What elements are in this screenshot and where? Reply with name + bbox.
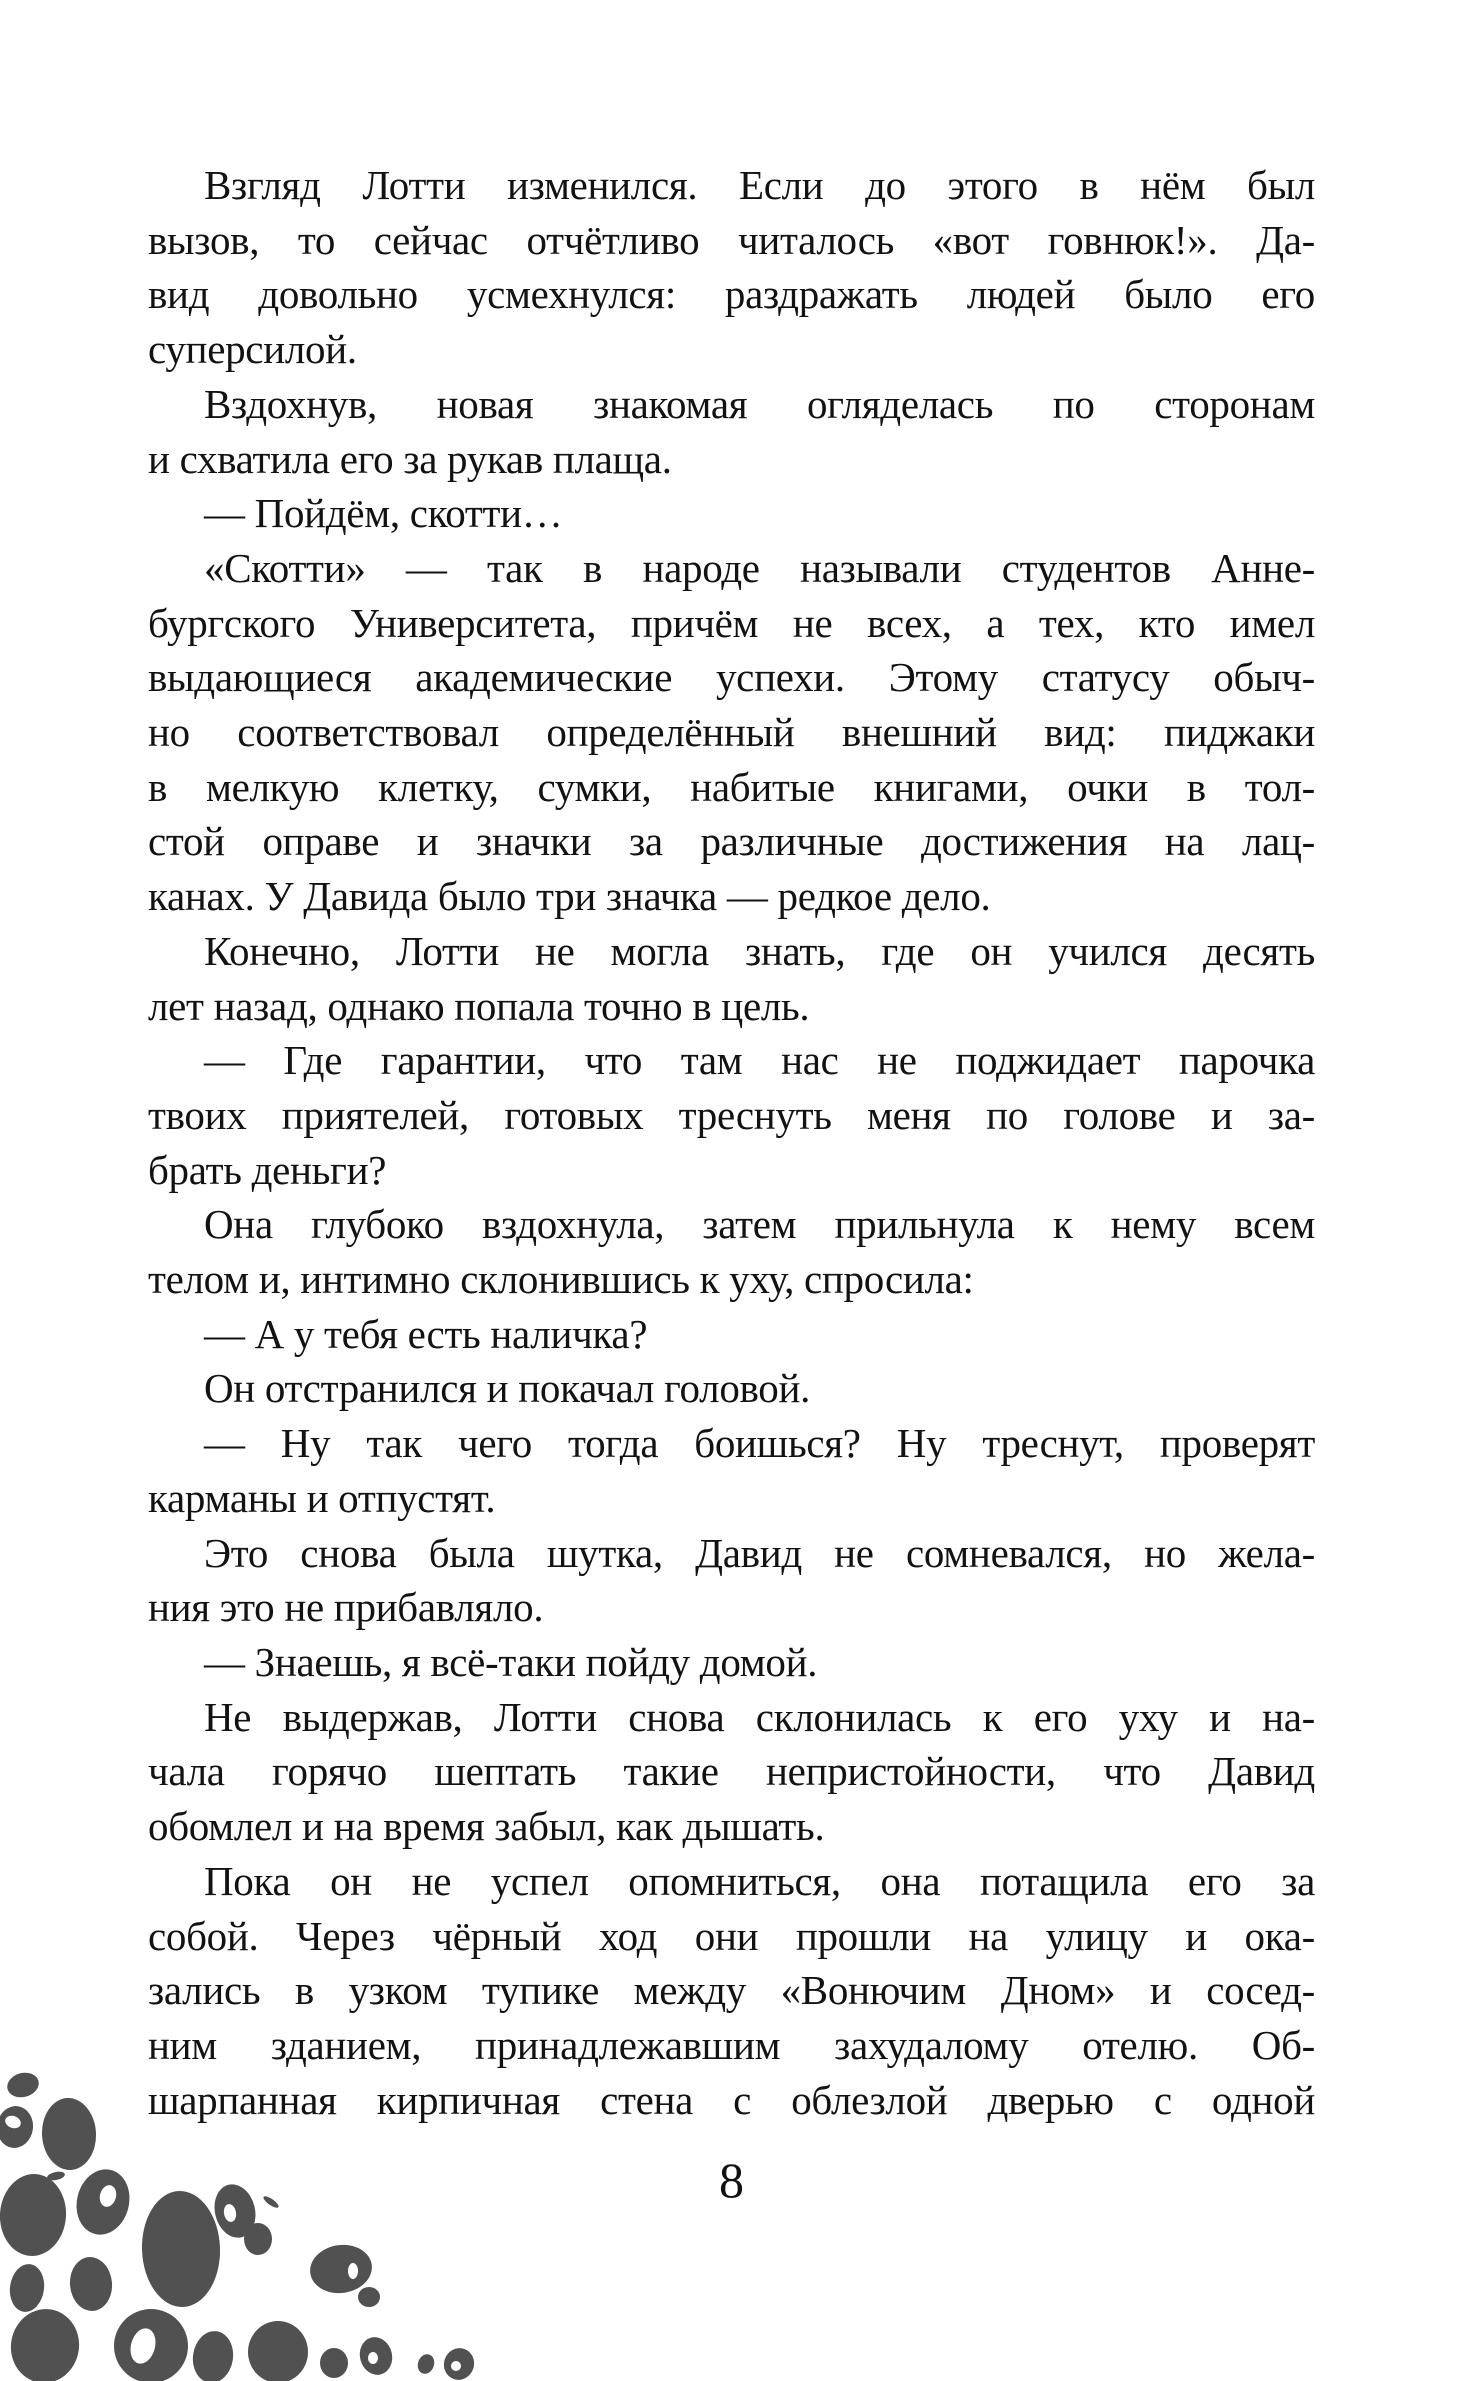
ink-spot — [68, 2255, 115, 2312]
ink-spot — [262, 2194, 280, 2209]
text-line: вид довольно усмехнулся: раздражать людей было его — [148, 271, 1315, 318]
text-line: «Скотти» — так в народе называли студентов Анне- — [204, 544, 1315, 591]
ink-spot — [244, 2223, 272, 2255]
text-line: Конечно, Лотти не могла знать, где он учился десять — [204, 927, 1315, 974]
ink-spot — [415, 2352, 437, 2376]
ink-spot-hole — [368, 2352, 378, 2364]
text-line: Это снова была шутка, Давид не сомневался, но жела- — [204, 1529, 1315, 1576]
text-line: ним зданием, принадлежавшим захудалому отелю. Об- — [148, 2021, 1315, 2068]
text-line: обомлел и на время забыл, как дышать. — [148, 1803, 825, 1850]
text-line: шарпанная кирпичная стена с облезлой дверью с одной — [148, 2076, 1315, 2123]
text-line: Он отстранился и покачал головой. — [204, 1365, 811, 1412]
text-line: Она глубоко вздохнула, затем прильнула к нему всем — [204, 1201, 1315, 1248]
ink-spot — [248, 2321, 308, 2381]
text-line: чала горячо шептать такие непристойности, что Давид — [148, 1748, 1315, 1795]
text-line: Вздохнув, новая знакомая огляделась по сторонам — [204, 380, 1315, 427]
text-line: твоих приятелей, готовых треснуть меня по голове и за- — [148, 1091, 1315, 1138]
text-line: в мелкую клетку, сумки, набитые книгами, очки в тол- — [148, 763, 1315, 810]
ink-spot-hole — [348, 2263, 358, 2279]
ink-spot — [320, 2348, 348, 2378]
text-line: зались в узком тупике между «Вонючим Дном» и сосед- — [148, 1967, 1315, 2014]
text-line: Не выдержав, Лотти снова склонилась к его уху и на- — [204, 1693, 1315, 1740]
ink-spot — [0, 2172, 69, 2258]
ink-spot — [4, 2069, 41, 2100]
text-line: — А у тебя есть наличка? — [204, 1310, 648, 1357]
ink-spot — [7, 2262, 47, 2314]
text-line: собой. Через чёрный ход они прошли на улицу и ока- — [148, 1912, 1315, 1959]
ink-spot — [358, 2287, 380, 2307]
text-line: — Пойдём, скотти… — [204, 490, 563, 537]
ink-spot — [5, 2304, 85, 2381]
text-line: — Где гарантии, что там нас не поджидает парочка — [204, 1037, 1315, 1084]
text-line: бургского Университета, причём не всех, а тех, кто имел — [148, 599, 1315, 646]
ink-spot — [190, 2328, 237, 2381]
text-line: — Знаешь, я всё-таки пойду домой. — [204, 1638, 818, 1685]
text-line: суперсилой. — [148, 326, 357, 373]
corner-ink-spots-decoration — [0, 2055, 500, 2381]
text-line: карманы и отпустят. — [148, 1474, 496, 1521]
page-number: 8 — [719, 2152, 744, 2208]
ink-spot — [40, 2097, 98, 2172]
ink-spot-group — [0, 2069, 479, 2381]
text-line: телом и, интимно склонившись к уху, спросила: — [148, 1256, 974, 1303]
text-line: ния это не прибавляло. — [148, 1584, 544, 1631]
text-line: лет назад, однако попала точно в цель. — [148, 982, 810, 1029]
text-line: — Ну так чего тогда боишься? Ну треснут, проверят — [204, 1420, 1315, 1467]
text-line: выдающиеся академические успехи. Этому статусу обыч- — [148, 654, 1315, 701]
text-line: но соответствовал определённый внешний вид: пиджаки — [148, 709, 1315, 756]
text-line: Взгляд Лотти изменился. Если до этого в нём был — [204, 162, 1315, 208]
text-block — [148, 158, 1315, 2127]
ink-spot — [140, 2190, 222, 2309]
text-line: брать деньги? — [148, 1146, 387, 1193]
text-line: и схватила его за рукав плаща. — [148, 435, 672, 482]
ink-spot-hole — [451, 2361, 461, 2371]
text-line: Пока он не успел опомниться, она потащила его за — [204, 1857, 1315, 1904]
text-line: канах. У Давида было три значка — редкое дело. — [148, 873, 991, 920]
text-line: стой оправе и значки за различные достижения на лац- — [148, 818, 1315, 865]
text-line: вызов, то сейчас отчётливо читалось «вот говнюк!». Да- — [148, 216, 1315, 263]
